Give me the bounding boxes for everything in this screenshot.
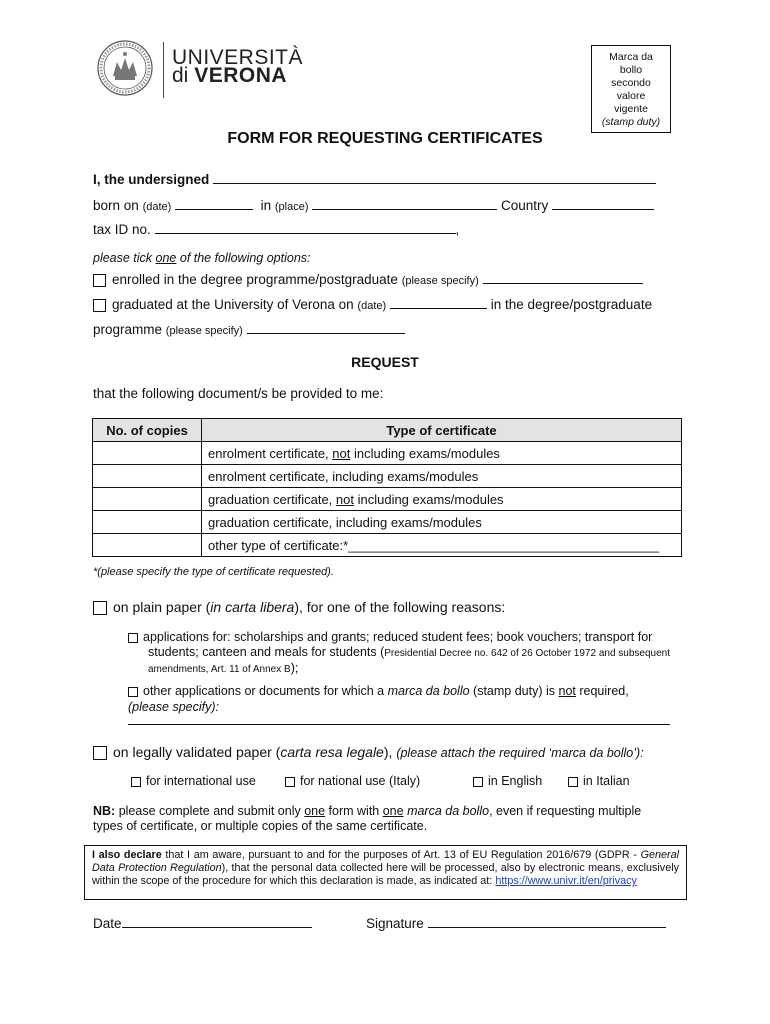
plain-paper-pre: on plain paper ( [113, 599, 211, 615]
italian-checkbox[interactable] [568, 777, 578, 787]
copies-cell[interactable] [93, 488, 202, 511]
date-label: Date [93, 916, 122, 931]
reason-2-pre: other applications or documents for which a [143, 684, 388, 698]
table-row [93, 442, 682, 465]
table-row [93, 534, 682, 557]
national-use-checkbox[interactable] [285, 777, 295, 787]
logo-divider [163, 42, 164, 98]
nb-one-2: one [382, 804, 404, 818]
copies-cell[interactable] [93, 534, 202, 557]
signature-row [366, 916, 666, 931]
legal-paper-pre: on legally validated paper ( [113, 744, 281, 760]
privacy-link[interactable]: https://www.univr.it/en/privacy [495, 875, 637, 887]
col-header-type: Type of certificate [202, 419, 682, 442]
born-label: born on [93, 198, 139, 213]
privacy-declaration-box [84, 845, 687, 900]
other-type-field: ___________________________________________ [348, 537, 660, 553]
table-footnote: *(please specify the type of certificate requested). [93, 566, 334, 578]
nb-mid: form with [325, 804, 383, 818]
in-label: in [260, 198, 272, 213]
english-checkbox[interactable] [473, 777, 483, 787]
type-cell [202, 488, 682, 511]
reason-2-mid: (stamp duty) is [469, 684, 559, 698]
instruction-one: one [155, 251, 177, 265]
legal-paper-mid: ), [383, 744, 397, 760]
programme-label: programme [93, 322, 163, 337]
stamp-box-line: bollo [619, 64, 643, 76]
signature-label: Signature [366, 916, 424, 931]
date-field[interactable] [122, 916, 312, 928]
declaration-text2: ), that the personal data collected here will be processed, also by electronic means, exclusively within the scope of the procedure for which this declaration is made, as indicated at: [92, 862, 680, 887]
certificate-table [92, 418, 682, 557]
legal-paper-option [93, 744, 644, 760]
nb-italic: marca da bollo [403, 804, 490, 818]
english-label: in English [488, 774, 543, 788]
graduation-date-field[interactable] [390, 297, 487, 309]
national-use-label: for national use (Italy) [300, 774, 421, 788]
graduated-date-hint: (date) [357, 300, 387, 312]
graduated-label: graduated at the University of Verona on [112, 297, 354, 312]
type-text: graduation certificate, including exams/modules [208, 514, 482, 530]
reason-2-post: required, [575, 684, 629, 698]
table-row [93, 465, 682, 488]
birth-row [93, 198, 654, 213]
type-text-post: including exams/modules [353, 491, 504, 507]
request-heading: REQUEST [351, 354, 419, 370]
intl-use-checkbox[interactable] [131, 777, 141, 787]
col-header-copies: No. of copies [93, 419, 202, 442]
instruction-pre: please tick [93, 251, 156, 265]
logo-university-text: UNIVERSITÀ [172, 46, 304, 69]
taxid-label: tax ID no. [93, 222, 151, 237]
reason-2-specify-field[interactable] [128, 724, 670, 725]
legal-paper-checkbox[interactable] [93, 746, 107, 760]
graduated-in-label: in the degree/postgraduate [490, 297, 653, 312]
plain-paper-italic: in carta libera [210, 599, 295, 615]
reason-2-checkbox[interactable] [128, 687, 138, 697]
type-cell [202, 465, 682, 488]
enrolled-programme-field[interactable] [483, 272, 643, 284]
date-hint: (date) [142, 201, 172, 213]
graduated-programme-field[interactable] [247, 322, 405, 334]
in-english-option [473, 774, 542, 788]
reason-2-not: not [558, 684, 576, 698]
country-label: Country [501, 198, 549, 213]
nb-line2: types of certificate, or multiple copies of the same certificate. [93, 819, 428, 833]
plain-paper-checkbox[interactable] [93, 601, 107, 615]
declaration-bold: I also declare [92, 849, 162, 861]
type-text: graduation certificate, [208, 491, 336, 507]
reason-1-decree-cont: amendments, Art. 11 of Annex B [148, 664, 291, 675]
table-header-row [93, 419, 682, 442]
country-field[interactable] [552, 198, 654, 210]
options-instruction [93, 251, 311, 265]
undersigned-name-field[interactable] [213, 172, 656, 184]
nb-pre: please complete and submit only [115, 804, 305, 818]
reason-1-checkbox[interactable] [128, 633, 138, 643]
reason-1 [128, 630, 688, 677]
reason-1-line1: applications for: scholarships and grants; reduced student fees; book vouchers; transport for [143, 630, 653, 644]
stamp-box-line: vigente [614, 103, 648, 115]
request-intro: that the following document/s be provided to me: [93, 386, 384, 401]
in-italian-option [568, 774, 630, 788]
programme-row [93, 322, 405, 337]
plain-paper-post: ), for one of the following reasons: [294, 599, 506, 615]
reason-1-close: ); [290, 661, 299, 675]
type-cell [202, 442, 682, 465]
birth-date-field[interactable] [175, 198, 253, 210]
graduated-option [93, 297, 652, 312]
type-cell-other[interactable] [202, 534, 682, 557]
graduated-checkbox[interactable] [93, 299, 106, 312]
reason-2-specify: (please specify): [128, 700, 220, 714]
nb-label: NB: [93, 804, 116, 818]
reason-1-decree: Presidential Decree no. 642 of 26 October 1972 and subsequent [384, 648, 671, 659]
stamp-box-line: Marca da [609, 51, 653, 63]
legal-paper-italic: carta resa legale [280, 744, 384, 760]
enrolled-option [93, 272, 643, 287]
date-row [93, 916, 312, 931]
type-text-post: including exams/modules [350, 445, 500, 461]
stamp-box-line: secondo [611, 77, 651, 89]
type-text: other type of certificate:* [208, 537, 349, 553]
table-row [93, 488, 682, 511]
place-hint: (place) [274, 201, 309, 213]
type-underlined: not [332, 445, 351, 461]
logo-verona-text [172, 64, 287, 88]
plain-paper-option [93, 599, 505, 615]
copies-cell[interactable] [93, 511, 202, 534]
stamp-box-line: (stamp duty) [601, 116, 661, 128]
form-title: FORM FOR REQUESTING CERTIFICATES [227, 130, 543, 147]
enrolled-checkbox[interactable] [93, 274, 106, 287]
italian-label: in Italian [583, 774, 630, 788]
declaration-italic: General Data Protection Regulation [92, 849, 679, 874]
birth-place-field[interactable] [312, 198, 497, 210]
programme-hint: (please specify) [165, 325, 243, 337]
signature-field[interactable] [428, 916, 666, 928]
use-intl-option [131, 774, 256, 788]
enrolled-label: enrolled in the degree programme/postgraduate [112, 272, 398, 287]
taxid-field[interactable] [155, 222, 456, 234]
type-text: enrolment certificate, including exams/modules [208, 468, 479, 484]
undersigned-label: I, the undersigned [93, 172, 210, 187]
stamp-duty-box [591, 45, 671, 133]
logo-name-text: VERONA [194, 64, 288, 87]
nb-post: , even if requesting multiple [489, 804, 642, 818]
reason-2 [128, 683, 688, 715]
declaration-text1: that I am aware, pursuant to and for the purposes of Art. 13 of EU Regulation 2016/679 (GDPR - [161, 849, 641, 861]
taxid-comma: , [455, 222, 460, 237]
table-row [93, 511, 682, 534]
enrolled-hint: (please specify) [401, 275, 479, 287]
copies-cell[interactable] [93, 465, 202, 488]
university-seal-logo [97, 40, 153, 96]
instruction-post: of the following options: [176, 251, 311, 265]
taxid-row [93, 222, 459, 237]
type-text: enrolment certificate, [208, 445, 333, 461]
undersigned-row [93, 172, 656, 187]
reason-2-italic: marca da bollo [387, 684, 470, 698]
copies-cell[interactable] [93, 442, 202, 465]
nb-one-1: one [304, 804, 326, 818]
nb-note [93, 804, 693, 834]
logo-di-text: di [172, 64, 189, 87]
stamp-box-line: valore [616, 90, 646, 102]
intl-use-label: for international use [146, 774, 256, 788]
type-underlined: not [335, 491, 354, 507]
type-cell [202, 511, 682, 534]
reason-1-line2: students; canteen and meals for students ( [148, 645, 385, 659]
use-national-option [285, 774, 420, 788]
legal-paper-attach: (please attach the required ‘marca da bollo’): [396, 746, 644, 760]
